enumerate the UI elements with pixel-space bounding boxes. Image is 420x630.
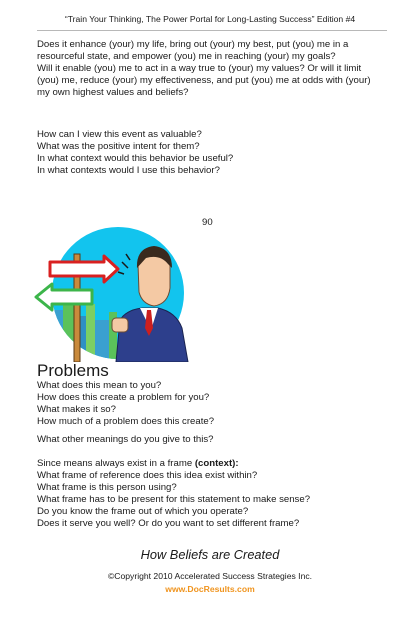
meanings-question <box>37 434 387 446</box>
text-line: In what context would this behavior be useful? <box>37 153 234 164</box>
text-line: (you) me, reduce (your) my effectiveness, and put (you) me at odds with (your) <box>37 75 371 86</box>
problem-questions <box>37 380 387 428</box>
page-number: 90 <box>202 217 213 228</box>
text-line: How does this create a problem for you? <box>37 392 210 403</box>
text-line: What does this mean to you? <box>37 380 162 391</box>
frame-intro <box>37 458 387 470</box>
text-line: Does it enhance (your) my life, bring out (your) my best, put (you) me in a <box>37 39 349 50</box>
man-at-signpost-illustration <box>30 224 194 362</box>
text-line: my own highest values and beliefs? <box>37 87 189 98</box>
frame-questions <box>37 458 387 530</box>
text-line: resourceful state, and empower (you) me in reaching (your) my goals? <box>37 51 336 62</box>
text-line: What makes it so? <box>37 404 116 415</box>
text-line: Do you know the frame out of which you operate? <box>37 506 249 517</box>
text-line: What other meanings do you give to this? <box>37 434 214 445</box>
text-line: How can I view this event as valuable? <box>37 129 202 140</box>
running-header: “Train Your Thinking, The Power Portal for Long-Lasting Success” Edition #4 <box>64 14 356 24</box>
text-line: In what contexts would I use this behavior? <box>37 165 220 176</box>
text-line: How much of a problem does this create? <box>37 416 215 427</box>
header-rule <box>37 30 387 31</box>
copyright-notice: ©Copyright 2010 Accelerated Success Strategies Inc. <box>107 571 313 581</box>
text-line: Does it serve you well? Or do you want to set different frame? <box>37 518 300 529</box>
text-line: Will it enable (you) me to act in a way true to (your) my values? Or will it limit <box>37 63 362 74</box>
event-questions <box>37 129 387 177</box>
website-link[interactable]: www.DocResults.com <box>165 584 255 594</box>
frame-intro-text: Since means always exist in a frame <box>37 458 195 469</box>
text-line: What frame of reference does this idea exist within? <box>37 470 258 481</box>
text-line: What was the positive intent for them? <box>37 141 200 152</box>
section-title: Problems <box>37 361 109 380</box>
text-line: What frame is this person using? <box>37 482 177 493</box>
frame-intro-bold: (context): <box>194 458 239 469</box>
footer-title: How Beliefs are Created <box>140 547 280 562</box>
intro-questions <box>37 39 387 99</box>
text-line: What frame has to be present for this statement to make sense? <box>37 494 311 505</box>
